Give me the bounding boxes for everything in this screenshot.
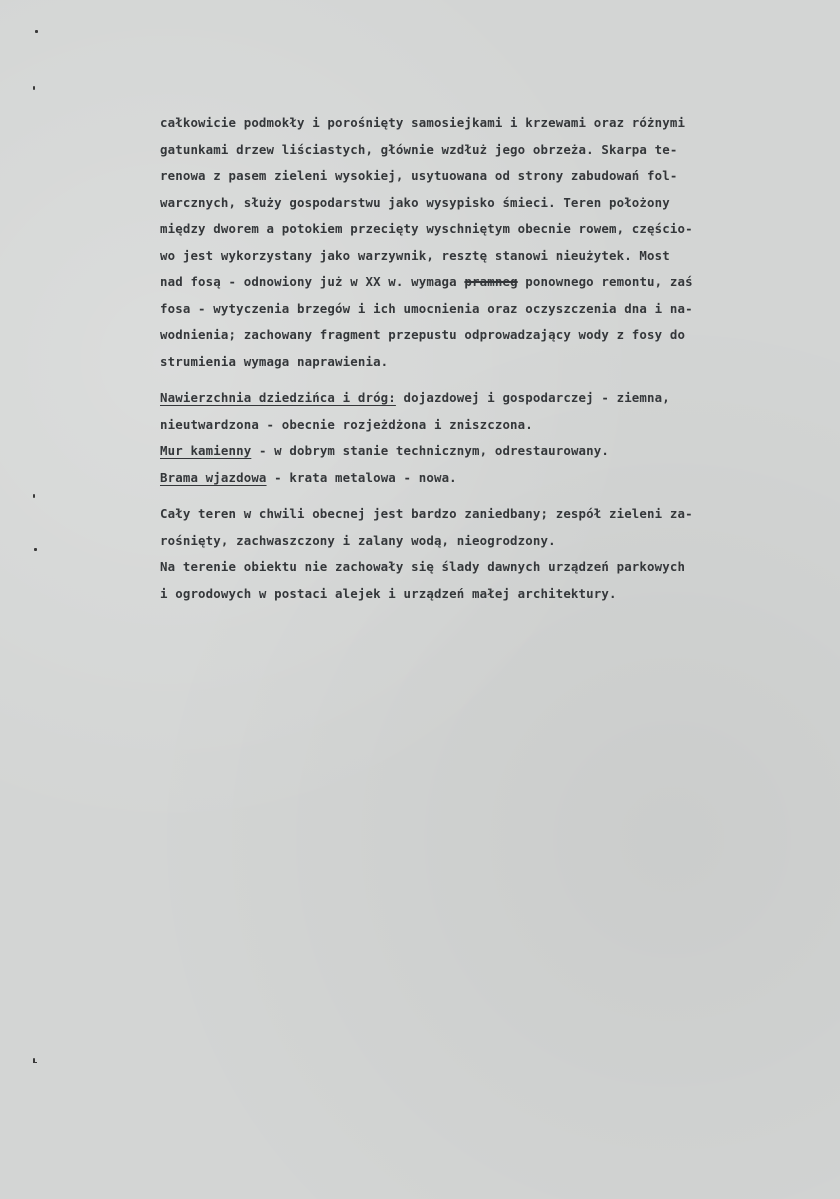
text-line: nieutwardzona - obecnie rozjeżdżona i zniszczona.	[160, 416, 533, 432]
text-line: całkowicie podmokły i porośnięty samosiejkami i krzewami oraz różnymi	[160, 115, 686, 130]
text-line	[160, 465, 770, 492]
text-line: i ogrodowych w postaci alejek i urządzeń małej architektury.	[160, 585, 617, 601]
margin-mark	[34, 548, 37, 551]
text-line: Cały teren w chwili obecnej jest bardzo zaniedbany; zespół zieleni za-	[160, 506, 693, 521]
text-fragment: dojazdowej i gospodarczej - ziemna,	[395, 390, 670, 405]
section-heading: Mur kamienny	[160, 443, 252, 458]
text-line: między dworem a potokiem przecięty wyschniętym obecnie rowem, częścio-	[160, 221, 693, 236]
text-line: wo jest wykorzystany jako warzywnik, resztę stanowi nieużytek. Most	[160, 247, 670, 263]
text-line: gatunkami drzew liściastych, głównie wzdłuż jego obrzeża. Skarpa te-	[160, 141, 678, 157]
text-line	[160, 269, 770, 296]
text-line: fosa - wytyczenia brzegów i ich umocnienia oraz oczyszczenia dna i na-	[160, 300, 693, 316]
section-heading: Nawierzchnia dziedzińca i dróg:	[160, 390, 396, 405]
margin-mark	[33, 1058, 35, 1063]
margin-mark	[35, 30, 38, 33]
text-line: rośnięty, zachwaszczony i zalany wodą, nieogrodzony.	[160, 532, 556, 548]
text-line: Na terenie obiektu nie zachowały się ślady dawnych urządzeń parkowych	[160, 559, 686, 574]
text-line: renowa z pasem zieleni wysokiej, usytuowana od strony zabudowań fol-	[160, 168, 678, 183]
text-fragment: ponownego remontu, zaś	[517, 274, 693, 289]
section-heading: Brama wjazdowa	[160, 469, 267, 485]
text-line	[160, 438, 770, 465]
text-line: warcznych, służy gospodarstwu jako wysypisko śmieci. Teren położony	[160, 194, 670, 210]
margin-mark	[33, 494, 35, 498]
typewritten-text	[160, 110, 770, 607]
text-fragment: - w dobrym stanie technicznym, odrestaurowany.	[251, 443, 609, 458]
text-line: wodnienia; zachowany fragment przepustu odprowadzający wody z fosy do	[160, 327, 686, 342]
text-fragment: - krata metalowa - nowa.	[266, 469, 457, 485]
margin-mark	[33, 86, 35, 90]
text-line	[160, 385, 770, 412]
struck-out-word: pramneg	[464, 274, 518, 289]
text-line: strumienia wymaga naprawienia.	[160, 353, 389, 369]
text-fragment: nad fosą - odnowiony już w XX w. wymaga	[160, 274, 465, 289]
